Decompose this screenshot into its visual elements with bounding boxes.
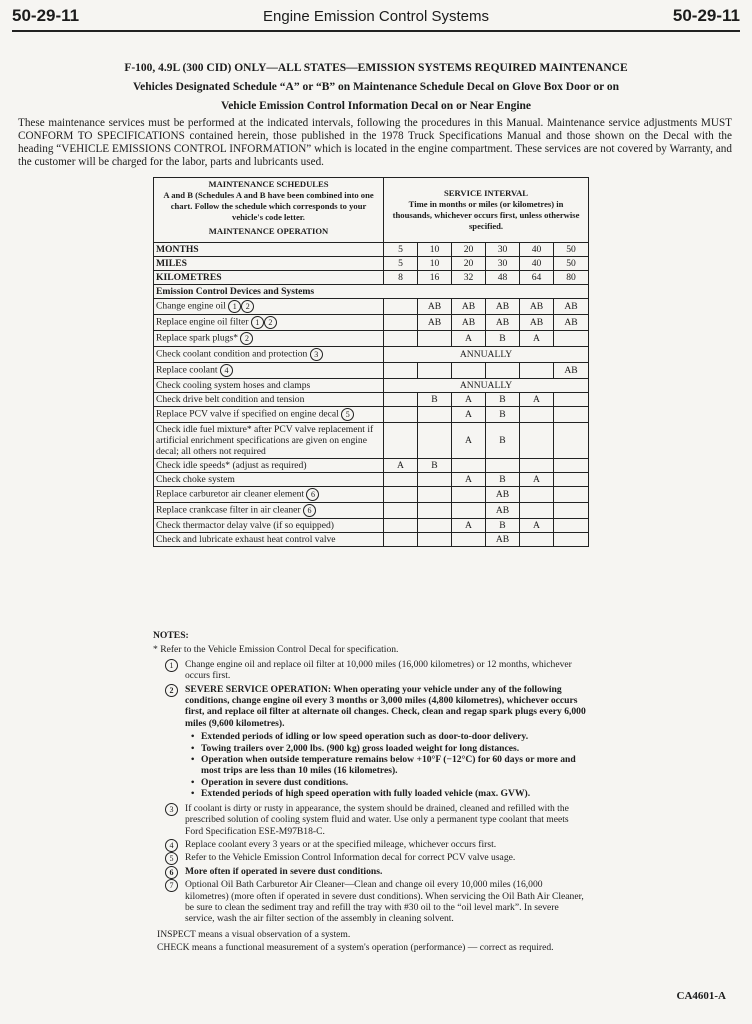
note-reference-number: 2 xyxy=(240,332,253,345)
page-number-right: 50-29-11 xyxy=(672,6,740,25)
operation-label: Replace PCV valve if specified on engine decal xyxy=(156,408,339,420)
interval-cell: A xyxy=(452,331,486,347)
note-7: 7 Optional Oil Bath Carburetor Air Cleaner—Clean and change oil every 10,000 miles (16,000 kilometres) (more often if operated in severe dust conditions). When servicing the Oil Bath Air Cleaner, be sure to clean the sediment tray and refill the tray with #30 oil to the “oil level mark”. In severe service, wash the air filter section of the assembly in cleaning solvent. xyxy=(153,879,588,925)
note-2-bullet: • Extended periods of high speed operation with fully loaded vehicle (max. GVW). xyxy=(153,788,588,799)
operation-label: Replace coolant xyxy=(156,364,218,376)
operation-cell xyxy=(154,379,384,393)
interval-cell xyxy=(554,503,589,519)
interval-cell: B xyxy=(486,519,520,533)
interval-cell xyxy=(418,487,452,503)
table-row xyxy=(154,473,589,487)
interval-cell xyxy=(554,459,589,473)
interval-cell xyxy=(520,423,554,459)
interval-cell xyxy=(554,487,589,503)
interval-cell xyxy=(384,393,418,407)
interval-cell: AB xyxy=(520,315,554,331)
operation-label: Replace spark plugs* xyxy=(156,332,239,344)
interval-cell xyxy=(520,533,554,547)
inspect-definition: INSPECT means a visual observation of a system. xyxy=(157,928,351,940)
note-3: 3 If coolant is dirty or rusty in appearance, the system should be drained, cleaned and refilled with the prescribed solution of cooling system fluid and water. Use only a permanent type coolant that meets Ford Specification ESE-M97B18-C. xyxy=(153,803,588,837)
interval-cell xyxy=(384,363,418,379)
note-reference-number: 3 xyxy=(310,348,323,361)
interval-cell xyxy=(452,459,486,473)
table-header-row xyxy=(154,178,589,243)
interval-annually: ANNUALLY xyxy=(384,347,589,363)
interval-cell: AB xyxy=(554,315,589,331)
interval-cell xyxy=(520,487,554,503)
interval-cell: A xyxy=(452,407,486,423)
interval-cell xyxy=(418,407,452,423)
table-row xyxy=(154,519,589,533)
note-number-2: 2 xyxy=(165,684,178,697)
header-service-interval: SERVICE INTERVAL Time in months or miles (or kilometres) in thousands, whichever occurs first, unless otherwise specified. xyxy=(384,178,589,243)
note-reference-number: 5 xyxy=(341,408,354,421)
interval-cell: B xyxy=(486,407,520,423)
operation-label: Replace carburetor air cleaner element xyxy=(156,488,305,500)
note-5: 5 Refer to the Vehicle Emission Control Information decal for correct PCV valve usage. xyxy=(153,852,588,863)
table-row xyxy=(154,393,589,407)
operation-label: Check drive belt condition and tension xyxy=(156,394,305,405)
interval-cell xyxy=(452,503,486,519)
note-reference-number: 6 xyxy=(303,504,316,517)
interval-cell xyxy=(554,423,589,459)
note-2-bullet: • Extended periods of idling or low speed operation such as door-to-door delivery. xyxy=(153,731,588,742)
notes-title: NOTES: xyxy=(153,630,189,641)
operation-label: Check idle speeds* (adjust as required) xyxy=(156,460,307,471)
document-headings xyxy=(40,60,712,117)
table-row xyxy=(154,503,589,519)
interval-cell xyxy=(554,407,589,423)
interval-cell: A xyxy=(452,423,486,459)
interval-cell: B xyxy=(486,423,520,459)
operation-cell xyxy=(154,459,384,473)
interval-cell xyxy=(384,519,418,533)
interval-cell: B xyxy=(418,393,452,407)
interval-cell: AB xyxy=(554,299,589,315)
operation-cell xyxy=(154,407,384,423)
operation-label: Check thermactor delay valve (if so equipped) xyxy=(156,520,334,531)
check-definition: CHECK means a functional measurement of a system's operation (performance) — correct as required. xyxy=(157,942,554,954)
interval-cell xyxy=(418,503,452,519)
note-6: 6 More often if operated in severe dust conditions. xyxy=(153,866,588,877)
interval-cell: B xyxy=(486,473,520,487)
interval-cell: AB xyxy=(486,299,520,315)
interval-cell xyxy=(520,407,554,423)
interval-cell xyxy=(384,423,418,459)
figure-code: CA4601-A xyxy=(676,990,726,1002)
note-reference-number: 6 xyxy=(306,488,319,501)
kilometres-row: KILOMETRES 8 16 32 48 64 80 xyxy=(154,271,589,285)
interval-cell xyxy=(486,459,520,473)
interval-cell: A xyxy=(520,519,554,533)
operation-label: Check coolant condition and protection xyxy=(156,348,308,360)
interval-cell xyxy=(554,533,589,547)
heading-line-2: Vehicles Designated Schedule “A” or “B” on Maintenance Schedule Decal on Glove Box Door or on xyxy=(132,81,620,93)
note-number-3: 3 xyxy=(165,803,178,816)
interval-cell xyxy=(418,533,452,547)
note-1: 1 Change engine oil and replace oil filter at 10,000 miles (16,000 kilometres) or 12 months, whichever occurs first. xyxy=(153,659,588,682)
operation-cell xyxy=(154,533,384,547)
table-row xyxy=(154,459,589,473)
note-2: 2 SEVERE SERVICE OPERATION: When operating your vehicle under any of the following conditions, change engine oil every 3 months or 3,000 miles (4,800 kilometres), whichever occurs first, and replace oil filter at alternate oil changes. Check, clean and regap spark plugs every 6,000 miles (9,600 kilometres). xyxy=(153,684,588,730)
operation-cell xyxy=(154,393,384,407)
interval-cell: AB xyxy=(486,315,520,331)
interval-cell: AB xyxy=(486,503,520,519)
operation-label: Check cooling system hoses and clamps xyxy=(156,380,311,391)
interval-cell xyxy=(418,473,452,487)
interval-cell xyxy=(452,533,486,547)
note-2-bullet: • Operation in severe dust conditions. xyxy=(153,777,588,788)
table-row xyxy=(154,315,589,331)
interval-cell: B xyxy=(418,459,452,473)
interval-cell xyxy=(452,487,486,503)
operation-cell xyxy=(154,315,384,331)
interval-cell xyxy=(418,363,452,379)
interval-cell xyxy=(452,363,486,379)
miles-row: MILES 5 10 20 30 40 50 xyxy=(154,257,589,271)
note-number-1: 1 xyxy=(165,659,178,672)
interval-cell xyxy=(520,459,554,473)
table-row xyxy=(154,487,589,503)
operation-cell xyxy=(154,299,384,315)
interval-cell: B xyxy=(486,393,520,407)
note-number-4: 4 xyxy=(165,839,178,852)
interval-cell xyxy=(554,331,589,347)
note-number-6: 6 xyxy=(165,866,178,879)
operation-cell xyxy=(154,503,384,519)
section-row: Emission Control Devices and Systems xyxy=(154,285,589,299)
interval-cell xyxy=(520,363,554,379)
interval-cell xyxy=(384,487,418,503)
interval-cell xyxy=(384,331,418,347)
operation-label: Change engine oil xyxy=(156,300,226,312)
interval-cell: AB xyxy=(452,299,486,315)
interval-cell: A xyxy=(520,393,554,407)
interval-cell: A xyxy=(452,473,486,487)
interval-cell xyxy=(520,503,554,519)
interval-cell xyxy=(554,393,589,407)
note-reference-number: 4 xyxy=(220,364,233,377)
interval-cell: A xyxy=(520,331,554,347)
table-row xyxy=(154,363,589,379)
note-reference-number: 1 xyxy=(228,300,241,313)
interval-cell: A xyxy=(452,393,486,407)
interval-cell xyxy=(418,423,452,459)
header-rule xyxy=(12,30,740,32)
intro-paragraph: These maintenance services must be performed at the indicated intervals, following the procedures in this Manual. Maintenance service adjustments MUST CONFORM TO SPECIFICATIONS contained herein, those published in the 1978 Truck Specifications Manual and those shown on the Decal with the heading “VEHICLE EMISSIONS CONTROL INFORMATION” which is located in the engine compartment. These services are not covered by Warranty, and the customer will be charged for the labor, parts and lubricants used. xyxy=(18,117,732,168)
interval-cell: AB xyxy=(452,315,486,331)
months-row: MONTHS 5 10 20 30 40 50 xyxy=(154,243,589,257)
table-row xyxy=(154,379,589,393)
note-reference-number: 2 xyxy=(241,300,254,313)
operation-cell xyxy=(154,473,384,487)
interval-cell xyxy=(384,299,418,315)
interval-cell xyxy=(384,533,418,547)
interval-annually: ANNUALLY xyxy=(384,379,589,393)
interval-cell: A xyxy=(384,459,418,473)
operation-label: Replace crankcase filter in air cleaner xyxy=(156,504,301,516)
interval-cell: B xyxy=(486,331,520,347)
interval-cell: AB xyxy=(418,299,452,315)
note-reference-number: 1 xyxy=(251,316,264,329)
page-number-left: 50-29-11 xyxy=(12,6,80,25)
note-number-5: 5 xyxy=(165,852,178,865)
operation-cell xyxy=(154,363,384,379)
heading-line-3: Vehicle Emission Control Information Decal on or Near Engine xyxy=(220,100,532,112)
note-2-bullet: • Towing trailers over 2,000 lbs. (900 kg) gross loaded weight for long distances. xyxy=(153,743,588,754)
interval-cell xyxy=(418,331,452,347)
table-row xyxy=(154,331,589,347)
operation-cell xyxy=(154,487,384,503)
section-title: Engine Emission Control Systems xyxy=(263,8,489,25)
table-row xyxy=(154,407,589,423)
interval-cell: A xyxy=(520,473,554,487)
page-header xyxy=(12,6,740,28)
table-row xyxy=(154,533,589,547)
operation-cell xyxy=(154,347,384,363)
note-4: 4 Replace coolant every 3 years or at the specified mileage, whichever occurs first. xyxy=(153,839,588,850)
interval-cell: AB xyxy=(520,299,554,315)
note-number-7: 7 xyxy=(165,879,178,892)
note-2-bullet: • Operation when outside temperature remains below +10°F (−12°C) for 60 days or more and most trips are less than 10 miles (16 kilometres). xyxy=(153,754,588,777)
header-maintenance-operation: MAINTENANCE SCHEDULES A and B (Schedules A and B have been combined into one chart. Follow the schedule which corresponds to your vehicle's code letter. MAINTENANCE OPERATION xyxy=(154,178,384,243)
operation-cell xyxy=(154,423,384,459)
note-asterisk: * Refer to the Vehicle Emission Control Decal for specification. xyxy=(153,644,399,656)
interval-cell xyxy=(384,407,418,423)
interval-cell: AB xyxy=(486,487,520,503)
interval-cell: AB xyxy=(418,315,452,331)
interval-cell: A xyxy=(452,519,486,533)
table-row xyxy=(154,423,589,459)
interval-cell xyxy=(384,315,418,331)
operation-cell xyxy=(154,331,384,347)
interval-cell xyxy=(384,503,418,519)
table-row xyxy=(154,299,589,315)
operation-label: Check and lubricate exhaust heat control valve xyxy=(156,534,336,545)
table-row xyxy=(154,347,589,363)
operation-label: Check idle fuel mixture* after PCV valve replacement if artificial enrichment specifications are given on engine decal; all others not required xyxy=(156,424,374,457)
operation-rows xyxy=(154,299,589,547)
interval-cell xyxy=(554,519,589,533)
interval-cell xyxy=(418,519,452,533)
notes-section xyxy=(153,630,588,954)
interval-cell xyxy=(384,473,418,487)
maintenance-schedule-table xyxy=(153,177,589,547)
heading-line-1: F-100, 4.9L (300 CID) ONLY—ALL STATES—EMISSION SYSTEMS REQUIRED MAINTENANCE xyxy=(124,62,628,74)
operation-cell xyxy=(154,519,384,533)
interval-cell xyxy=(554,473,589,487)
interval-cell xyxy=(486,363,520,379)
operation-label: Check choke system xyxy=(156,474,235,485)
interval-cell: AB xyxy=(554,363,589,379)
note-reference-number: 2 xyxy=(264,316,277,329)
operation-label: Replace engine oil filter xyxy=(156,316,249,328)
interval-cell: AB xyxy=(486,533,520,547)
